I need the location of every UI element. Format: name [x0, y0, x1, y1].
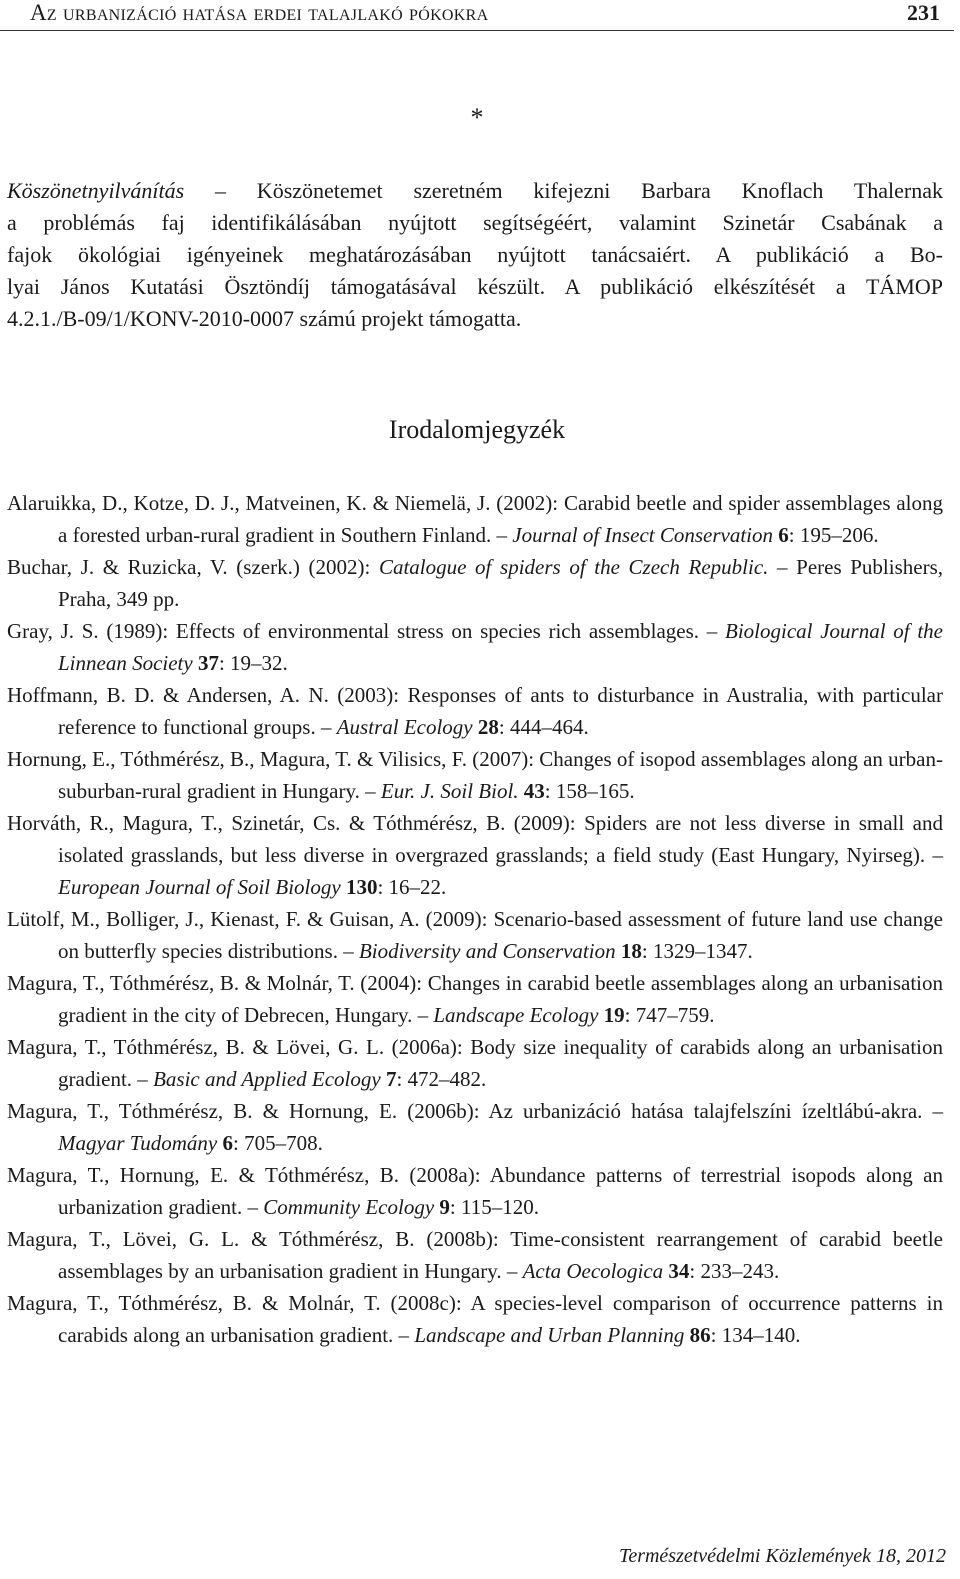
reference-text: Lütolf, M., Bolliger, J., Kienast, F. & Guisan, A. (2009): Scenario-based assessment of future land use change on butterfly species distributions. – — [7, 907, 943, 963]
page-range: : 444–464. — [498, 715, 589, 739]
journal-name: Biodiversity and Conservation — [358, 939, 616, 963]
page-range: : 115–120. — [449, 1195, 539, 1219]
journal-name: Eur. J. Soil Biol. — [380, 779, 519, 803]
section-separator: * — [470, 103, 484, 132]
journal-name: Catalogue of spiders of the Czech Republic. — [378, 555, 769, 579]
reference-text: Magura, T., Tóthmérész, B. & Hornung, E. (2006b): Az urbanizáció hatása talajfelszíni ízeltlábú-akra. – — [7, 1099, 943, 1123]
volume-number: 130 — [345, 875, 378, 899]
ack-title: Köszönetnyilvánítás — [7, 178, 185, 203]
journal-name: Basic and Applied Ecology — [153, 1067, 381, 1091]
volume-number: 6 — [222, 1131, 233, 1155]
volume-number: 34 — [668, 1259, 690, 1283]
page-range: : 1329–1347. — [641, 939, 753, 963]
volume-number: 7 — [385, 1067, 397, 1091]
volume-number: 43 — [523, 779, 545, 803]
volume-number: 37 — [197, 651, 219, 675]
page-range: : 472–482. — [396, 1067, 487, 1091]
journal-name: Austral Ecology — [336, 715, 473, 739]
page-range: : 16–22. — [377, 875, 447, 899]
volume-number: 18 — [620, 939, 642, 963]
volume-number: 9 — [439, 1195, 450, 1219]
reference-text: Buchar, J. & Ruzicka, V. (szerk.) (2002): — [7, 555, 379, 579]
reference-text: Magura, T., Lövei, G. L. & Tóthmérész, B. (2008b): Time-consistent rearrangement of carabid beetle assemblages by an urbanisation gradient in Hungary. – — [7, 1227, 943, 1283]
ack-line-4: lyai János Kutatási Ösztöndíj támogatásával készült. A publikáció elkészítését a TÁMOP — [7, 274, 943, 299]
journal-name: Landscape and Urban Planning — [414, 1323, 685, 1347]
page-range: : 747–759. — [624, 1003, 715, 1027]
journal-name: Biological Journal of the Linnean Society — [58, 619, 943, 675]
reference-text: Magura, T., Tóthmérész, B. & Molnár, T. (2004): Changes in carabid beetle assemblages along an urbanisation gradient in the city of Debrecen, Hungary. – — [7, 971, 943, 1027]
journal-name: Magyar Tudomány — [58, 1131, 218, 1155]
volume-number: 19 — [603, 1003, 625, 1027]
reference-text: Alaruikka, D., Kotze, D. J., Matveinen, K. & Niemelä, J. (2002): Carabid beetle and spider assemblages along a forested urban-rural gradient in Southern Finland. – — [7, 491, 943, 547]
reference-entry — [7, 1095, 943, 1159]
reference-text: Gray, J. S. (1989): Effects of environmental stress on species rich assemblages. – — [7, 619, 726, 643]
reference-entry — [7, 903, 943, 967]
reference-entry — [7, 1223, 943, 1287]
reference-text: Hornung, E., Tóthmérész, B., Magura, T. & Vilisics, F. (2007): Changes of isopod assemblages along an urban-suburban-rural gradient in Hungary. – — [7, 747, 943, 803]
page-range: : 134–140. — [710, 1323, 801, 1347]
page-range: : 233–243. — [689, 1259, 780, 1283]
reference-entry — [7, 743, 943, 807]
journal-name: Community Ecology — [263, 1195, 435, 1219]
journal-name: European Journal of Soil Biology — [58, 875, 341, 899]
running-title: Az urbanizáció hatása erdei talajlakó pókokra — [30, 0, 489, 25]
reference-text: Magura, T., Tóthmérész, B. & Lövei, G. L. (2006a): Body size inequality of carabids along an urbanisation gradient. – — [7, 1035, 943, 1091]
reference-entry — [7, 1159, 943, 1223]
reference-entry — [7, 1031, 943, 1095]
reference-list — [7, 487, 943, 1351]
references-heading: Irodalomjegyzék — [388, 415, 566, 444]
ack-text-1: – Köszönetemet szeretném kifejezni Barbara Knoflach Thalernak — [184, 178, 943, 203]
page-range: : 19–32. — [218, 651, 288, 675]
reference-entry — [7, 807, 943, 903]
page-range: : 705–708. — [233, 1131, 323, 1155]
volume-number: 28 — [477, 715, 499, 739]
page-number: 231 — [907, 0, 940, 25]
ack-line-2: a problémás faj identifikálásában nyújtott segítségéért, valamint Szinetár Csabának a — [7, 210, 943, 235]
journal-name: Journal of Insect Conservation — [512, 523, 774, 547]
reference-text: Magura, T., Hornung, E. & Tóthmérész, B. (2008a): Abundance patterns of terrestrial isopods along an urbanization gradient. – — [7, 1163, 943, 1219]
ack-line-3: fajok ökológiai igényeinek meghatározásában nyújtott tanácsaiért. A publikáció a Bo- — [7, 242, 943, 267]
ack-line-1 — [7, 175, 943, 207]
page-range: – Peres Publishers, Praha, 349 pp. — [58, 555, 944, 611]
reference-entry — [7, 487, 943, 551]
running-header — [0, 0, 954, 31]
reference-entry — [7, 551, 943, 615]
ack-line-5: 4.2.1./B-09/1/KONV-2010-0007 számú projekt támogatta. — [7, 306, 522, 331]
page-range: : 158–165. — [544, 779, 635, 803]
acknowledgement-paragraph — [7, 175, 943, 335]
reference-text: Hoffmann, B. D. & Andersen, A. N. (2003): Responses of ants to disturbance in Australia, with particular reference to functional groups. – — [7, 683, 943, 739]
volume-number: 6 — [778, 523, 789, 547]
reference-entry — [7, 615, 943, 679]
reference-text: Horváth, R., Magura, T., Szinetár, Cs. & Tóthmérész, B. (2009): Spiders are not less diverse in small and isolated grasslands, but less diverse in overgrazed grasslands; a field study (East Hungary, Nyirseg). – — [7, 811, 943, 867]
reference-text: Magura, T., Tóthmérész, B. & Molnár, T. (2008c): A species-level comparison of occurrence patterns in carabids along an urbanisation gradient. – — [7, 1291, 943, 1347]
volume-number: 86 — [689, 1323, 711, 1347]
page-range: : 195–206. — [788, 523, 879, 547]
journal-name: Landscape Ecology — [433, 1003, 599, 1027]
reference-entry — [7, 967, 943, 1031]
journal-name: Acta Oecologica — [522, 1259, 664, 1283]
reference-entry — [7, 679, 943, 743]
reference-entry — [7, 1287, 943, 1351]
journal-footer: Természetvédelmi Közlemények 18, 2012 — [619, 1545, 946, 1567]
